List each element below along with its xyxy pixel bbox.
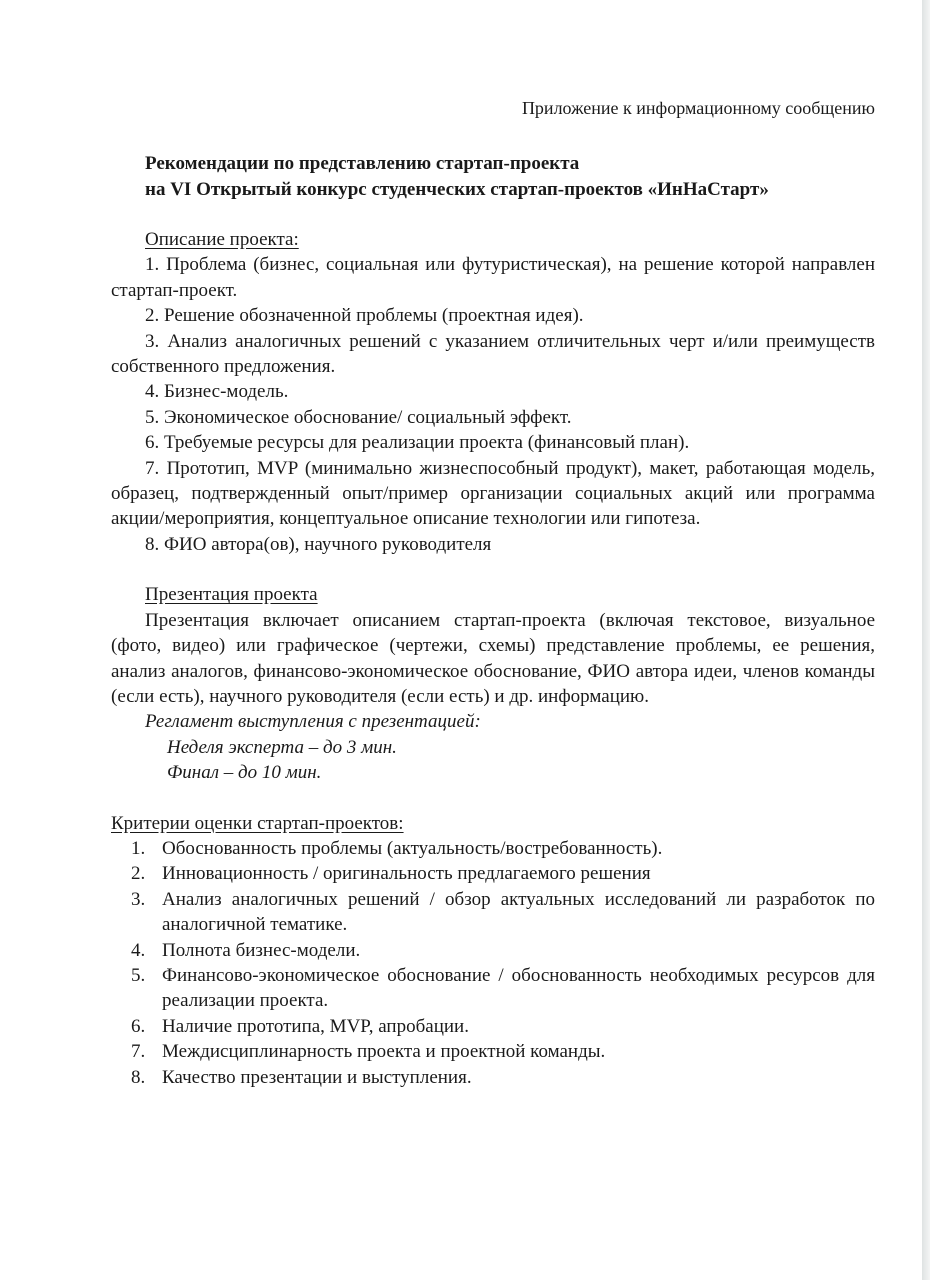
document-title <box>145 151 875 203</box>
criteria-number: 6. <box>131 1015 146 1037</box>
criteria-number: 1. <box>131 837 146 859</box>
criteria-text: Анализ аналогичных решений / обзор актуальных исследований ли разработок по аналогичной тематике. <box>162 888 875 936</box>
description-item: 2. Решение обозначенной проблемы (проектная идея). <box>145 305 584 327</box>
criteria-heading: Критерии оценки стартап-проектов: <box>111 812 404 834</box>
description-item: 1. Проблема (бизнес, социальная или футуристическая), на решение которой направлен стартап-проект. <box>111 254 875 301</box>
description-item: 8. ФИО автора(ов), научного руководителя <box>145 533 492 555</box>
regulation-title: Регламент выступления с презентацией: <box>145 711 481 733</box>
criteria-number: 8. <box>131 1066 146 1088</box>
criteria-number: 3. <box>131 888 146 910</box>
criteria-text: Финансово-экономическое обоснование / обоснованность необходимых ресурсов для реализации проекта. <box>162 964 875 1012</box>
criteria-number: 5. <box>131 964 146 986</box>
criteria-item <box>111 887 875 938</box>
document-content <box>111 96 875 1090</box>
criteria-text: Инновационность / оригинальность предлагаемого решения <box>162 863 651 885</box>
criteria-item <box>111 836 875 861</box>
criteria-item <box>111 1065 875 1090</box>
criteria-item <box>111 861 875 886</box>
description-item: 4. Бизнес-модель. <box>145 381 289 403</box>
criteria-number: 7. <box>131 1041 146 1063</box>
description-item: 5. Экономическое обоснование/ социальный эффект. <box>145 406 572 428</box>
presentation-text: Презентация включает описанием стартап-проекта (включая текстовое, визуальное (фото, видео) или графическое (чертежи, схемы) представление проблемы, ее решения, анализ аналогов, финансово-экономическое обоснование, ФИО автора идеи, членов команды (если есть), научного руководителя (если есть) и др. информацию. <box>111 609 875 707</box>
description-item: 6. Требуемые ресурсы для реализации проекта (финансовый план). <box>145 432 690 454</box>
description-item: 3. Анализ аналогичных решений с указанием отличительных черт и/или преимуществ собственного предложения. <box>111 330 875 378</box>
criteria-list <box>111 836 875 1090</box>
description-heading: Описание проекта: <box>145 229 299 250</box>
criteria-item <box>111 963 875 1014</box>
criteria-text: Наличие прототипа, MVP, апробации. <box>162 1015 469 1037</box>
regulation-item: Неделя эксперта – до 3 мин. <box>167 736 397 758</box>
criteria-text: Междисциплинарность проекта и проектной команды. <box>162 1041 606 1063</box>
regulation-item: Финал – до 10 мин. <box>167 762 322 784</box>
appendix-note: Приложение к информационному сообщению <box>521 98 875 118</box>
title-line-2: на VI Открытый конкурс студенческих стартап-проектов «ИнНаСтарт» <box>145 179 769 200</box>
presentation-heading: Презентация проекта <box>145 584 318 606</box>
criteria-number: 4. <box>131 939 146 961</box>
criteria-text: Качество презентации и выступления. <box>162 1066 472 1088</box>
criteria-text: Обоснованность проблемы (актуальность/востребованность). <box>162 837 663 859</box>
criteria-item <box>111 1039 875 1064</box>
description-item: 7. Прототип, MVP (минимально жизнеспособный продукт), макет, работающая модель, образец, подтвержденный опыт/пример организации социальных акций или программа акции/мероприятия, концептуальное описание технологии или гипотеза. <box>111 457 875 530</box>
criteria-item <box>111 938 875 963</box>
criteria-number: 2. <box>131 863 146 885</box>
title-line-1: Рекомендации по представлению стартап-проекта <box>145 153 580 174</box>
page-edge <box>922 0 930 1280</box>
criteria-text: Полнота бизнес-модели. <box>162 939 361 961</box>
criteria-item <box>111 1014 875 1039</box>
